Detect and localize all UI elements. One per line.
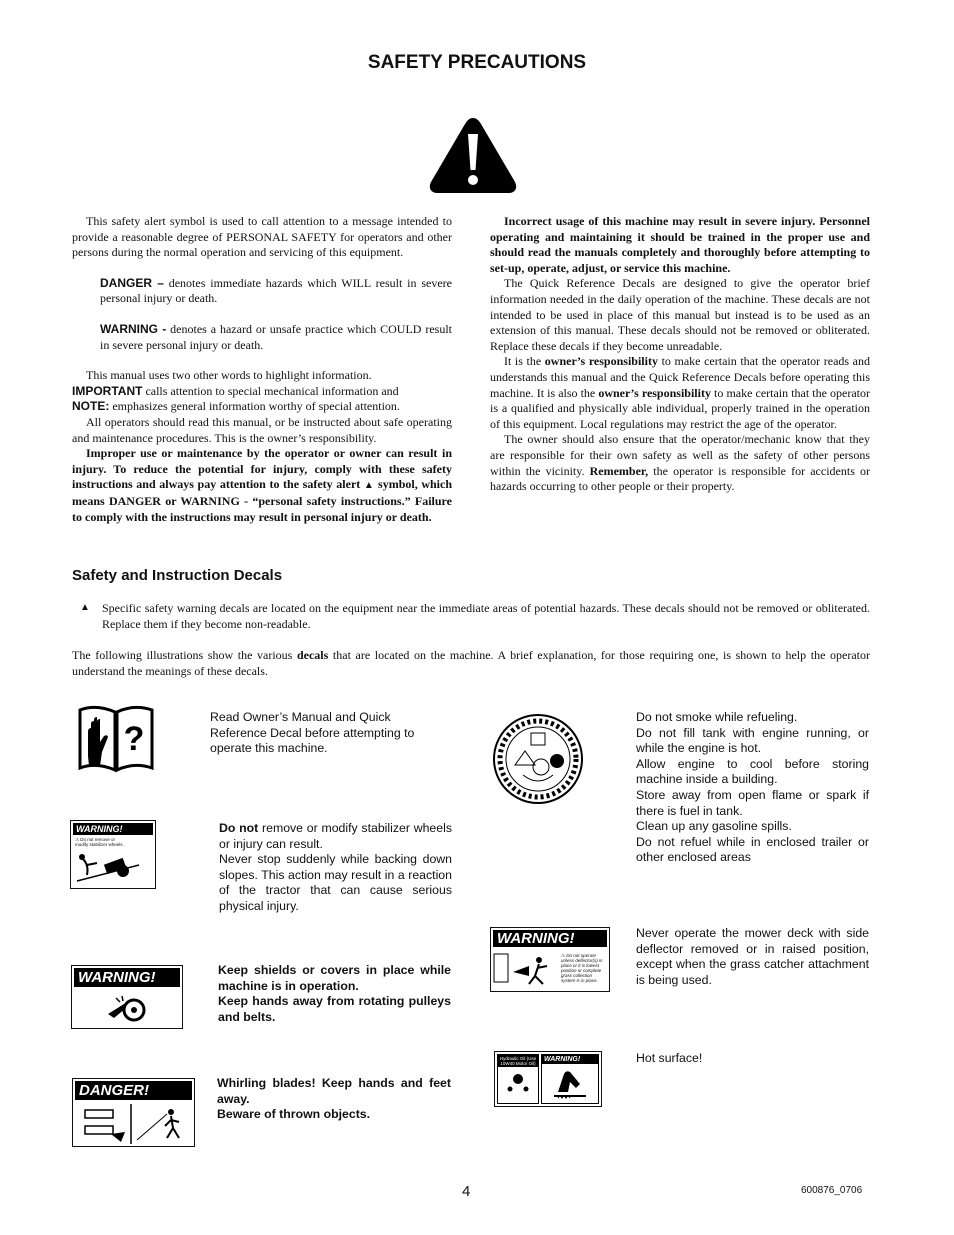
fuel-line-5: Clean up any gasoline spills. [636, 819, 792, 834]
hot-surface-decal-text: Hot surface! [636, 1051, 703, 1065]
bullet-paragraph: Specific safety warning decals are located on the equipment near the immediate areas of potential hazards. These decals should not be removed or obliterated. Replace them if they become non-readable. [102, 601, 870, 631]
owner-responsibility-paragraph [490, 354, 870, 432]
fuel-decal-text [636, 710, 869, 866]
fuel-line-6: Do not refuel while in enclosed trailer or other enclosed areas [636, 834, 869, 865]
resp-bold-1: owner’s responsibility [544, 354, 658, 369]
danger-text: denotes immediate hazards which WILL result in severe personal injury or death. [100, 275, 452, 306]
blades-decal-heading: DANGER! [75, 1081, 192, 1100]
fuel-line-4: Store away from open flame or spark if there is fuel in tank. [636, 787, 869, 818]
shields-line-2: Keep hands away from rotating pulleys and belts. [218, 994, 451, 1024]
stabilizer-bold: Do not [219, 821, 259, 835]
warning-definition [72, 322, 452, 353]
svg-text:?: ? [123, 720, 145, 758]
note-definition [72, 399, 452, 415]
left-column [72, 214, 452, 525]
manual-decal-text: Read Owner’s Manual and Quick Reference Decal before attempting to operate this machine. [210, 710, 415, 756]
hydraulic-oil-icon [498, 1067, 538, 1095]
resp-bold-2: owner’s responsibility [598, 385, 711, 400]
pulley-hand-icon [106, 994, 146, 1024]
important-definition [72, 384, 452, 400]
stabilizer-line-2: Never stop suddenly while backing down slopes. This action may result in a reaction of the tractor that can cause serious physical injury. [219, 852, 452, 913]
fuel-line-2: Do not fill tank with engine running, or while the engine is hot. [636, 725, 869, 756]
owner-text-1: The owner should also ensure that the operator/mechanic know that they are responsible for their own safety as well as the safety of other persons within the vicinity. [490, 432, 870, 478]
stabilizer-decal-text [219, 821, 452, 915]
hot-surface-decal-image [494, 1051, 602, 1107]
warning-label: WARNING - [100, 321, 167, 336]
alert-symbol-paragraph: This safety alert symbol is used to call attention to a message intended to provide a reasonable degree of PERSONAL SAFETY for operators and other persons during the normal operation and servicing of this equipment. [72, 214, 452, 260]
improper-use-text-b: symbol, which means DANGER or WARNING - “personal safety instructions.” Failure to comply with the instructions may result in personal injury or death. [72, 477, 452, 524]
hydraulic-oil-panel [497, 1054, 539, 1104]
resp-text-3: to make certain that the operator is a qualified and physically able individual, properly trained in the operation of this equipment. Local regulations may restrict the age of the operator. [490, 385, 870, 431]
deflector-decal-caption: ⚠ Do not operate unless deflector(s) in place or it is lowest position or complete grass collection system is in place. [561, 953, 603, 983]
shields-decal-heading: WARNING! [74, 968, 180, 987]
alert-triangle-icon: ▲ [363, 480, 375, 492]
deflector-decal-text: Never operate the mower deck with side deflector removed or in raised position, except when the grass catcher attachment is being used. [636, 926, 869, 987]
fuel-cap-decal-icon [493, 713, 583, 805]
note-text: emphasizes general information worthy of special attention. [109, 399, 400, 414]
shields-decal-text [218, 963, 451, 1025]
owner-ensure-paragraph [490, 432, 870, 494]
safety-alert-icon [428, 114, 518, 196]
stabilizer-decal-image [70, 820, 156, 889]
shields-line-1: Keep shields or covers in place while machine is in operation. [218, 963, 451, 993]
page-title: SAFETY PRECAUTIONS [367, 52, 587, 73]
deflector-decal-heading: WARNING! [493, 930, 607, 947]
page-number: 4 [462, 1183, 471, 1200]
hydraulic-oil-label: Hydraulic Oil (Use 10W40 Motor Oil) [499, 1056, 537, 1066]
incorrect-usage-paragraph: Incorrect usage of this machine may result in severe injury. Personnel operating and maintaining it should be trained in the proper use and should read the manuals completely and thoroughly before attempting to set-up, operate, adjust, or service this machine. [490, 214, 870, 275]
intro-bold: decals [296, 648, 329, 662]
stabilizer-line-1 [219, 821, 452, 852]
improper-use-paragraph [72, 446, 452, 525]
improper-use-text-a: Improper use or maintenance by the operator or owner can result in injury. To reduce the potential for injury, comply with these safety instructions and always pay attention to the safety alert [72, 446, 452, 492]
bullet-triangle-icon: ▲ [80, 602, 90, 613]
important-label: IMPORTANT [72, 383, 143, 398]
danger-definition [72, 276, 452, 307]
owner-text-2: the operator is responsible for accidents or hazards occurring to other people or their property. [490, 463, 870, 494]
all-operators-paragraph: All operators should read this manual, or be instructed about safe operating and maintenance procedures. This is the owner’s responsibility. [72, 414, 452, 445]
stabilizer-decal-caption: ⚠ Do not remove or modify stabilizer wheels. [75, 837, 124, 847]
highlight-words-paragraph: This manual uses two other words to highlight information. [86, 368, 372, 383]
danger-label: DANGER – [100, 275, 164, 290]
blades-line-2: Beware of thrown objects. [217, 1107, 371, 1122]
hot-hand-icon [542, 1064, 598, 1100]
hot-surface-decal-heading: WARNING! [542, 1055, 598, 1064]
quick-reference-paragraph: The Quick Reference Decals are designed to give the operator brief information needed in the daily operation of the machine. These decals are not intended to be used in place of this manual but instead is to be used as an extension of this manual. These decals should not be removed or obliterated. Replace these decals if they become unreadable. [490, 276, 870, 353]
shields-decal-image [71, 965, 183, 1029]
read-manual-icon [78, 704, 154, 774]
resp-text-2: to make certain that the operator reads and understands this manual and the Quick Reference Decals before operating this machine. It is also the [490, 354, 871, 400]
blades-decal-image [72, 1078, 195, 1147]
document-id: 600876_0706 [801, 1185, 863, 1196]
important-text: calls attention to special mechanical information and [142, 383, 399, 398]
fuel-line-1: Do not smoke while refueling. [636, 710, 798, 724]
deflector-icon [493, 952, 559, 988]
stabilizer-decal-heading: WARNING! [73, 823, 153, 835]
intro-text-1: The following illustrations show the various [72, 648, 297, 662]
blades-line-1: Whirling blades! Keep hands and feet away. [217, 1076, 451, 1106]
tractor-tip-icon [75, 853, 141, 885]
warning-text: denotes a hazard or unsafe practice which COULD result in severe personal injury or death. [100, 321, 453, 352]
intro-text-2: that are located on the machine. A brief explanation, for those requiring one, is shown to help the operator understand the meanings of these decals. [72, 648, 870, 678]
section-heading: Safety and Instruction Decals [72, 567, 283, 584]
decals-intro-paragraph [72, 648, 870, 679]
right-column [490, 214, 870, 495]
hot-warning-panel [541, 1054, 599, 1104]
fuel-line-3: Allow engine to cool before storing machine inside a building. [636, 756, 869, 787]
resp-text-1: It is the [504, 354, 545, 369]
stabilizer-text-1: remove or modify stabilizer wheels or injury can result. [219, 821, 452, 851]
blades-decal-text [217, 1076, 451, 1123]
deflector-decal-image [490, 927, 610, 992]
whirling-blades-icon [75, 1104, 191, 1144]
note-label: NOTE: [72, 399, 110, 414]
owner-bold: Remember, [589, 463, 649, 478]
